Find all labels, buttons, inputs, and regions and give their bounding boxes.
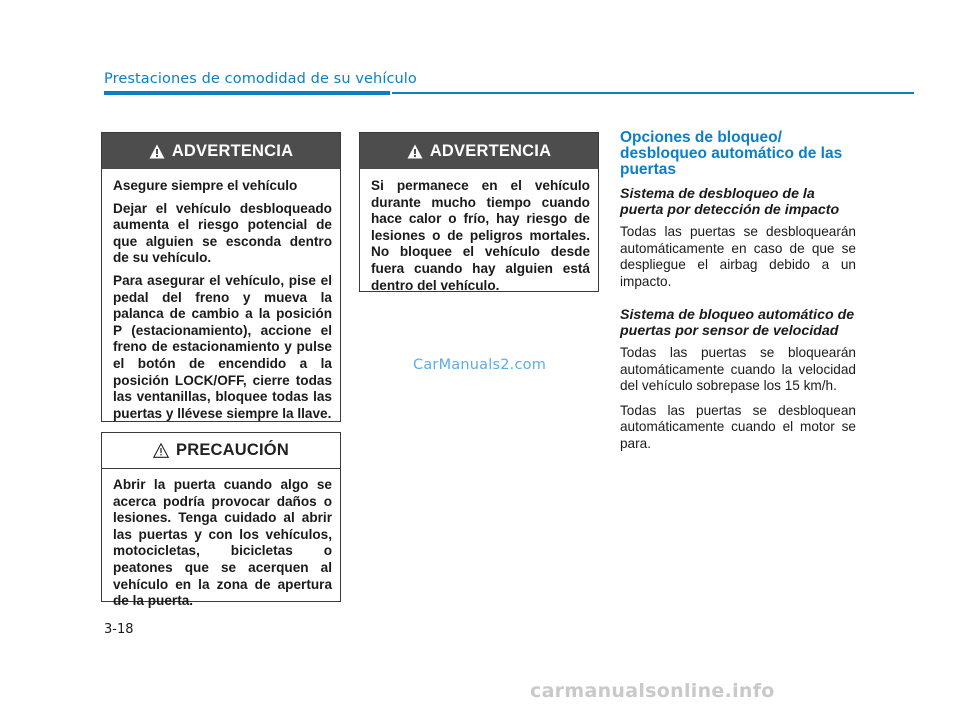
caution-heading: PRECAUCIÓN xyxy=(176,441,289,459)
caution-box-left xyxy=(101,432,341,609)
warning-paragraph: Si permanece en el vehículo durante mucho tiempo cuando hace calor o frío, hay riesgo de lesiones o de peligros mortales. No bloquee el vehículo desde fuera cuando hay alguien está dentro del vehículo. xyxy=(371,178,590,293)
subsection-title-speed: Sistema de bloqueo automático de puertas por sensor de velocidad xyxy=(620,307,855,339)
header-rule-thin xyxy=(392,92,914,94)
paragraph-speed-unlock: Todas las puertas se desbloquean automáticamente cuando el motor se para. xyxy=(620,402,856,451)
section-header: Prestaciones de comodidad de su vehículo xyxy=(104,71,417,87)
section-title: Opciones de bloqueo/ desbloqueo automático de las puertas xyxy=(620,129,843,178)
warning-paragraph: Para asegurar el vehículo, pise el pedal del freno y mueva la palanca de cambio a la posición P (estacionamiento), accione el freno de estacionamiento y pulse el botón de encendido a la posición LOCK/OFF, cierre todas las ventanillas, bloquee todas las puertas y llévese siempre la llave. xyxy=(113,272,332,421)
footer-watermark: carmanualsonline.info xyxy=(530,680,775,702)
warning-title-line: Asegure siempre el vehículo xyxy=(113,178,298,193)
paragraph-impact: Todas las puertas se desbloquearán automáticamente en caso de que se despliegue el airbag debido a un impacto. xyxy=(620,224,856,289)
caution-paragraph: Abrir la puerta cuando algo se acerca podría provocar daños o lesiones. Tenga cuidado al abrir las puertas y con los vehículos, motocicletas, bicicletas o peatones que se acerquen al vehículo en la zona de apertura de la puerta. xyxy=(113,477,332,609)
warning-header xyxy=(102,133,340,169)
warning-heading: ADVERTENCIA xyxy=(171,141,294,160)
warning-box-middle xyxy=(359,132,599,292)
warning-triangle-icon xyxy=(407,144,423,159)
warning-heading: ADVERTENCIA xyxy=(429,141,552,160)
page-number: 3-18 xyxy=(104,622,134,637)
warning-triangle-icon xyxy=(149,144,165,159)
caution-body xyxy=(102,469,340,618)
warning-box-left xyxy=(101,132,341,422)
warning-body xyxy=(360,169,598,302)
warning-body xyxy=(102,169,340,430)
subsection-title-impact: Sistema de desbloqueo de la puerta por detección de impacto xyxy=(620,186,840,218)
right-column xyxy=(620,130,856,460)
caution-triangle-icon xyxy=(153,443,169,458)
header-rule-thick xyxy=(104,91,390,95)
warning-paragraph: Dejar el vehículo desbloqueado aumenta el riesgo potencial de que alguien se esconda dentro de su vehículo. xyxy=(113,200,332,266)
warning-header xyxy=(360,133,598,169)
caution-header xyxy=(102,433,340,469)
paragraph-speed-lock: Todas las puertas se bloquearán automáticamente cuando la velocidad del vehículo sobrepase los 15 km/h. xyxy=(620,345,856,393)
watermark-link[interactable]: CarManuals2.com xyxy=(413,357,547,373)
